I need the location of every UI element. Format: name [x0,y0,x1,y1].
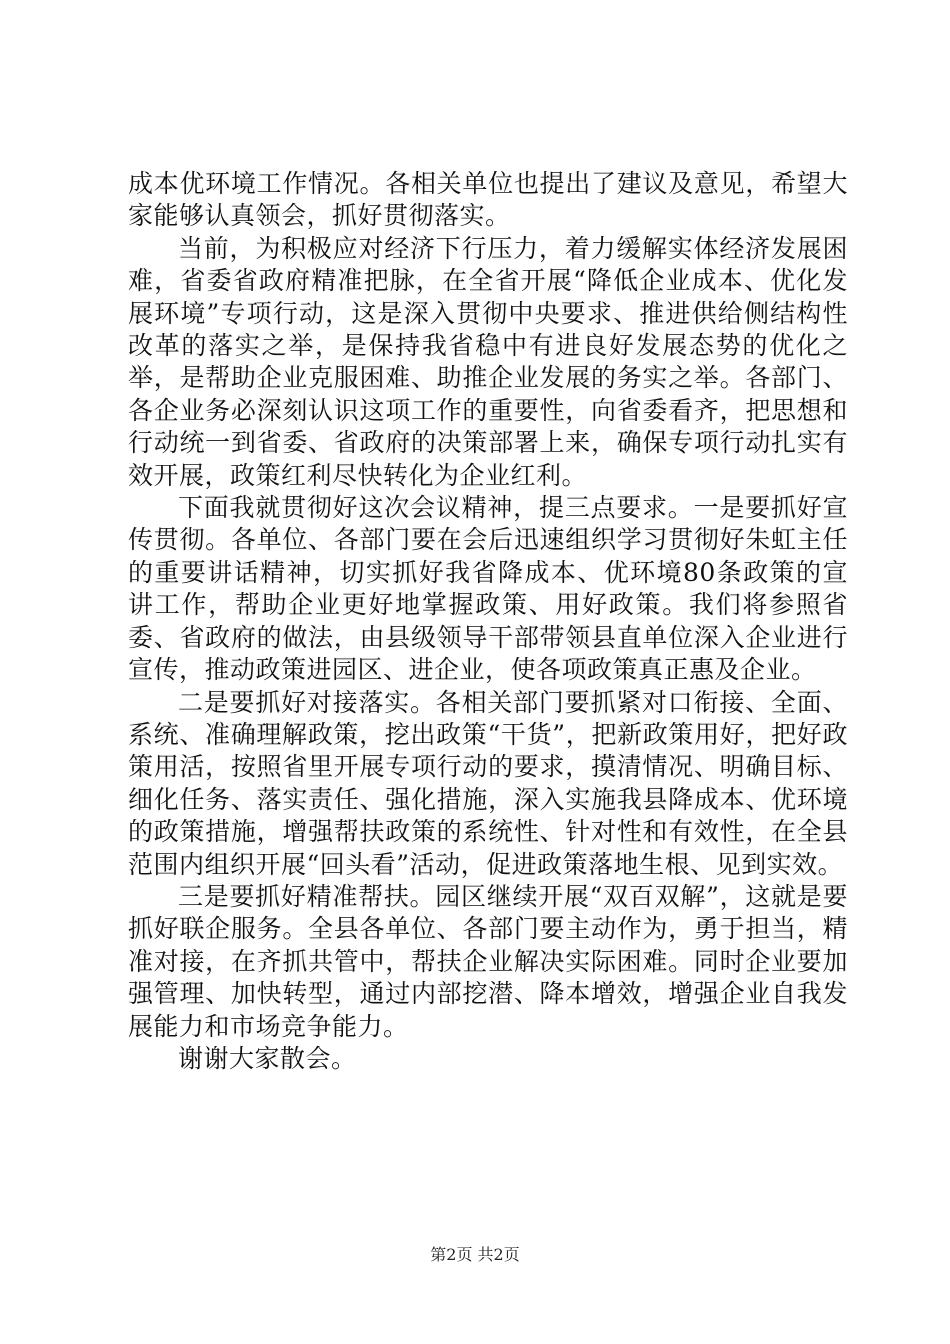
page-footer: 第2页 共2页 [430,1245,520,1264]
document-body [128,168,848,1075]
paragraph-closing: 谢谢大家散会。 [178,1043,357,1073]
paragraph-current-situation: 当前，为积极应对经济下行压力，着力缓解实体经济发展困难，省委省政府精准把脉，在全省开展“降低企业成本、优化发展环境”专项行动，这是深入贯彻中央要求、推进供给侧结构性改革的落实之举，是保持我省稳中有进良好发展态势的优化之举，是帮助企业克服困难、助推企业发展的务实之举。各部门、各企业务必深刻认识这项工作的重要性，向省委看齐，把思想和行动统一到省委、省政府的决策部署上来，确保专项行动扎实有效开展，政策红利尽快转化为企业红利。 [128,233,848,490]
paragraph-requirement-three: 三是要抓好精准帮扶。园区继续开展“双百双解”，这就是要抓好联企服务。全县各单位、各部门要主动作为，勇于担当，精准对接，在齐抓共管中，帮扶企业解决实际困难。同时企业要加强管理、加快转型，通过内部挖潜、降本增效，增强企业自我发展能力和市场竞争能力。 [128,881,848,1041]
paragraph-continuation: 成本优环境工作情况。各相关单位也提出了建议及意见，希望大家能够认真领会，抓好贯彻落实。 [128,169,848,231]
paragraph-requirement-two: 二是要抓好对接落实。各相关部门要抓紧对口衔接、全面、系统、准确理解政策，挖出政策“干货”，把新政策用好，把好政策用活，按照省里开展专项行动的要求，摸清情况、明确目标、细化任务、落实责任、强化措施，深入实施我县降成本、优环境的政策措施，增强帮扶政策的系统性、针对性和有效性，在全县范围内组织开展“回头看”活动，促进政策落地生根、见到实效。 [128,687,848,879]
paragraph-requirement-one: 下面我就贯彻好这次会议精神，提三点要求。一是要抓好宣传贯彻。各单位、各部门要在会后迅速组织学习贯彻好朱虹主任的重要讲话精神，切实抓好我省降成本、优环境80条政策的宣讲工作，帮助企业更好地掌握政策、用好政策。我们将参照省委、省政府的做法，由县级领导干部带领县直单位深入企业进行宣传，推动政策进园区、进企业，使各项政策真正惠及企业。 [128,493,848,685]
